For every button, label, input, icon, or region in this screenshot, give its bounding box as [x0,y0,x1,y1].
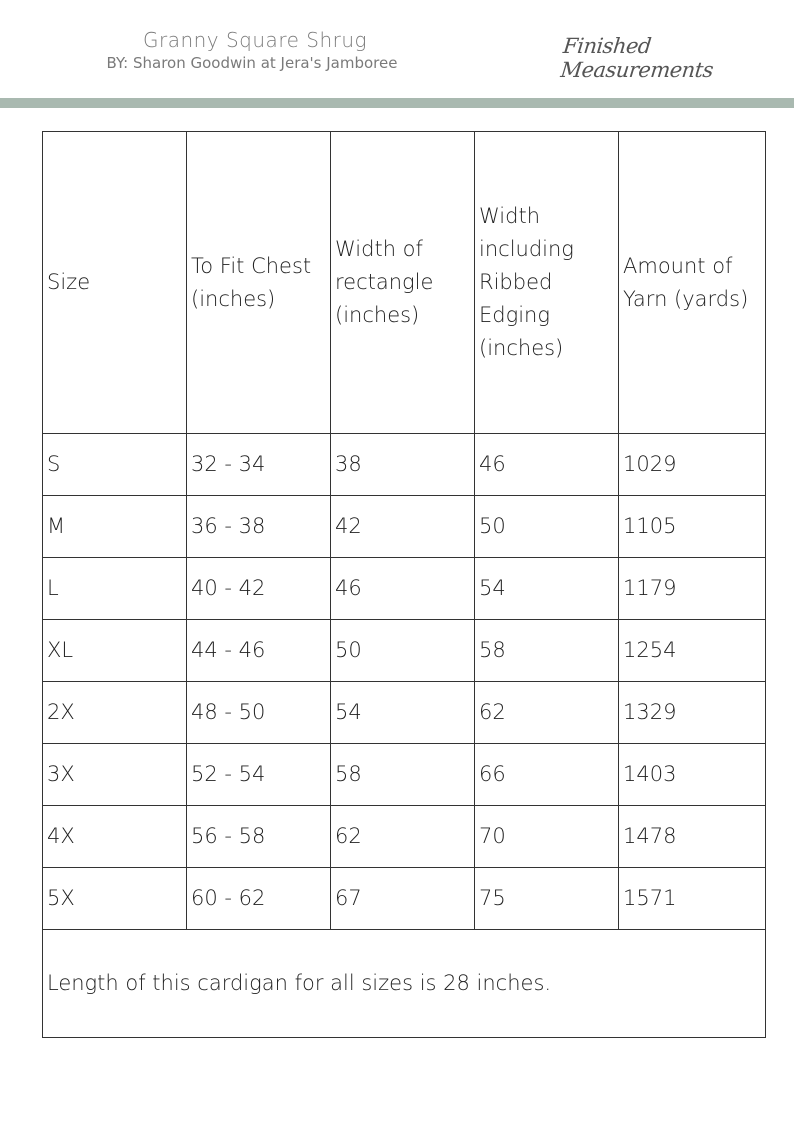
size-cell: XL [43,620,187,682]
edging-width-cell: 54 [475,558,619,620]
chest-cell: 60 - 62 [187,868,331,930]
edging-width-cell: 66 [475,744,619,806]
column-header-edging-width [475,132,619,434]
rectangle-width-cell: 67 [331,868,475,930]
column-header-label: Amount of Yarn (yards) [623,253,749,311]
pattern-title: Granny Square Shrug [142,28,368,52]
table-row [43,806,766,868]
chest-cell: 40 - 42 [187,558,331,620]
length-note: Length of this cardigan for all sizes is 28 inches. [43,930,766,1038]
size-cell: M [43,496,187,558]
chest-cell: 44 - 46 [187,620,331,682]
chest-cell: 52 - 54 [187,744,331,806]
column-header-label: Width including Ribbed Edging (inches) [479,204,574,360]
chest-cell: 32 - 34 [187,434,331,496]
yarn-amount-cell: 1478 [619,806,766,868]
chest-cell: 48 - 50 [187,682,331,744]
yarn-amount-cell: 1179 [619,558,766,620]
table-row [43,558,766,620]
rectangle-width-cell: 58 [331,744,475,806]
size-cell: S [43,434,187,496]
table-row [43,868,766,930]
column-header-label: To Fit Chest (inches) [191,253,312,311]
table-row [43,620,766,682]
rectangle-width-cell: 62 [331,806,475,868]
size-cell: 3X [43,744,187,806]
edging-width-cell: 58 [475,620,619,682]
yarn-amount-cell: 1571 [619,868,766,930]
size-cell: L [43,558,187,620]
rectangle-width-cell: 54 [331,682,475,744]
column-header-chest [187,132,331,434]
section-heading: Finished Measurements [559,34,715,82]
table-header-row [43,132,766,434]
edging-width-cell: 46 [475,434,619,496]
header-divider-band [0,98,794,108]
yarn-amount-cell: 1329 [619,682,766,744]
edging-width-cell: 62 [475,682,619,744]
table-row [43,744,766,806]
column-header-rectangle-width [331,132,475,434]
table-row [43,434,766,496]
rectangle-width-cell: 50 [331,620,475,682]
column-header-yarn [619,132,766,434]
yarn-amount-cell: 1254 [619,620,766,682]
measurements-table [42,131,766,1038]
chest-cell: 56 - 58 [187,806,331,868]
rectangle-width-cell: 46 [331,558,475,620]
table-footnote-row [43,930,766,1038]
column-header-label: Size [47,270,91,294]
edging-width-cell: 75 [475,868,619,930]
yarn-amount-cell: 1029 [619,434,766,496]
size-cell: 5X [43,868,187,930]
rectangle-width-cell: 42 [331,496,475,558]
edging-width-cell: 50 [475,496,619,558]
size-cell: 2X [43,682,187,744]
column-header-label: Width of rectangle (inches) [335,237,434,327]
yarn-amount-cell: 1403 [619,744,766,806]
table-row [43,496,766,558]
yarn-amount-cell: 1105 [619,496,766,558]
size-cell: 4X [43,806,187,868]
pattern-author: BY: Sharon Goodwin at Jera's Jamboree [106,54,398,72]
chest-cell: 36 - 38 [187,496,331,558]
rectangle-width-cell: 38 [331,434,475,496]
column-header-size [43,132,187,434]
edging-width-cell: 70 [475,806,619,868]
table-row [43,682,766,744]
